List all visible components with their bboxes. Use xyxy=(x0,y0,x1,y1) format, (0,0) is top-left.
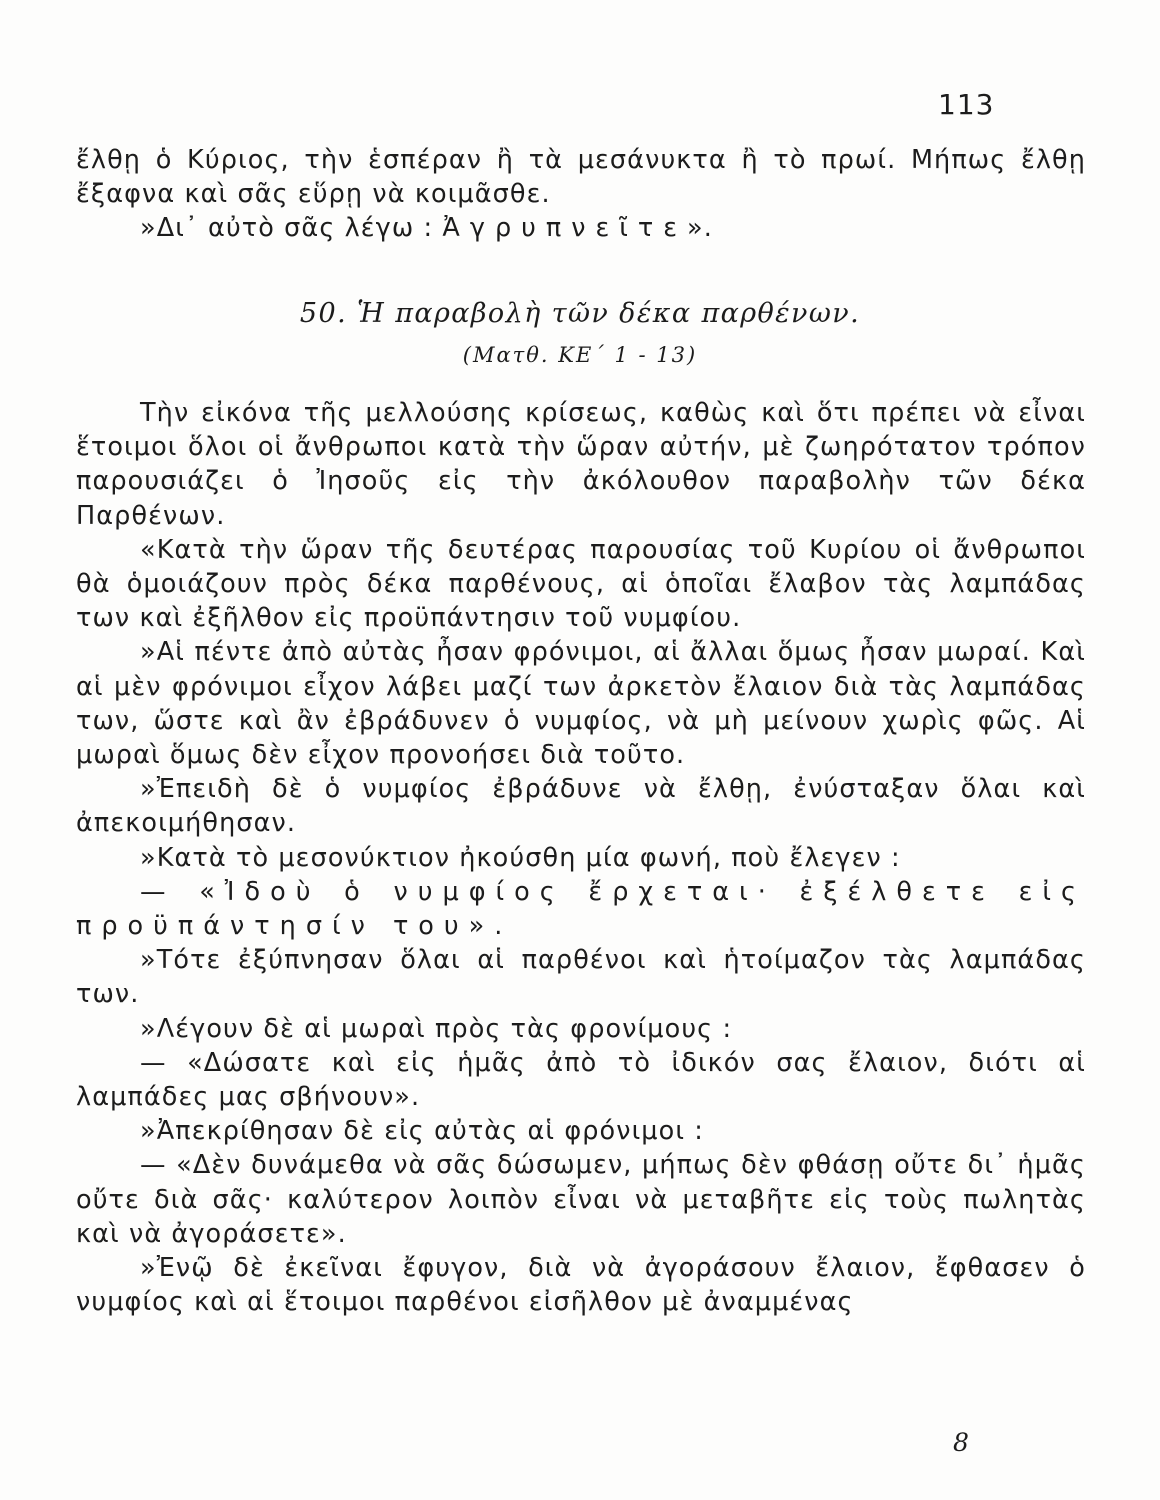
paragraph: »Λέγουν δὲ αἱ μωραὶ πρὸς τὰς φρονίμους : xyxy=(140,1013,733,1044)
paragraph: »Ἀπεκρίθησαν δὲ εἰς αὐτὰς αἱ φρόνιμοι : xyxy=(140,1116,704,1147)
paragraph: »Ἐπειδὴ δὲ ὁ νυμφίος ἐβράδυνε νὰ ἔλθῃ, ἐνύσταξαν ὅλαι καὶ ἀπεκοιμήθησαν. xyxy=(76,774,1096,839)
intro-paragraph-1: ἔλθῃ ὁ Κύριος, τὴν ἑσπέραν ἢ τὰ μεσάνυκτα ἢ τὸ πρωί. Μήπως ἔλθῃ ἔξαφνα καὶ σᾶς εὕρῃ νὰ κοιμᾶσθε. xyxy=(76,145,1096,210)
paragraph: »Κατὰ τὸ μεσονύκτιον ἠκούσθη μία φωνή, ποὺ ἔλεγεν : xyxy=(140,842,901,873)
signature-mark: 8 xyxy=(953,1428,969,1457)
paragraph: »Αἱ πέντε ἀπὸ αὐτὰς ἦσαν φρόνιμοι, αἱ ἄλλαι ὅμως ἦσαν μωραί. Καὶ αἱ μὲν φρόνιμοι εἶχον λάβει μαζί των ἀρκετὸν ἔλαιον διὰ τὰς λαμπάδας των, ὥστε καὶ ἂν ἐβράδυνεν ὁ νυμφίος, νὰ μὴ μείνουν χωρὶς φῶς. Αἱ μωραὶ ὅμως δὲν εἶχον προνοήσει διὰ τοῦτο. xyxy=(76,637,1096,771)
section-title: 50. Ἡ παραβολὴ τῶν δέκα παρθένων. xyxy=(299,298,861,329)
section-reference: (Ματθ. ΚΕ΄ 1 - 13) xyxy=(462,343,698,367)
intro-spaced-word: Ἀγρυπνεῖτε xyxy=(442,213,688,244)
paragraph: »Τότε ἐξύπνησαν ὅλαι αἱ παρθένοι καὶ ἡτοίμαζον τὰς λαμπάδας των. xyxy=(76,945,1096,1010)
cry-paragraph: — «Ἰδοὺ ὁ νυμφίος ἔρχεται· ἐξέλθετε εἰς προϋπάντησίν του». xyxy=(76,876,1105,942)
intro-suffix: ». xyxy=(687,213,713,244)
paragraph: Τὴν εἰκόνα τῆς μελλούσης κρίσεως, καθὼς καὶ ὅτι πρέπει νὰ εἶναι ἕτοιμοι ὅλοι οἱ ἄνθρωποι κατὰ τὴν ὥραν αὐτήν, μὲ ζωηρότατον τρόπον παρουσιάζει ὁ Ἰησοῦς εἰς τὴν ἀκόλουθον παραβολὴν τῶν δέκα Παρθένων. xyxy=(76,398,1096,531)
page-number: 113 xyxy=(938,88,995,121)
intro-prefix: »Δι᾿ αὐτὸ σᾶς λέγω : xyxy=(140,213,443,244)
parable-text xyxy=(76,396,1105,1319)
paragraph: «Κατὰ τὴν ὥραν τῆς δευτέρας παρουσίας τοῦ Κυρίου οἱ ἄνθρωποι θὰ ὁμοιάζουν πρὸς δέκα παρθένους, αἱ ὁποῖαι ἔλαβον τὰς λαμπάδας των καὶ ἐξῆλθον εἰς προϋπάντησιν τοῦ νυμφίου. xyxy=(76,534,1096,634)
paragraph: — «Δὲν δυνάμεθα νὰ σᾶς δώσωμεν, μήπως δὲν φθάσῃ οὔτε δι᾿ ἡμᾶς οὔτε διὰ σᾶς· καλύτερον λοιπὸν εἶναι νὰ μεταβῆτε εἰς τοὺς πωλητὰς καὶ νὰ ἀγοράσετε». xyxy=(76,1150,1096,1249)
paragraph: »Ἐνῷ δὲ ἐκεῖναι ἔφυγον, διὰ νὰ ἀγοράσουν ἔλαιον, ἔφθασεν ὁ νυμφίος καὶ αἱ ἕτοιμοι παρθένοι εἰσῆλθον μὲ ἀναμμένας xyxy=(76,1253,1096,1318)
intro-text xyxy=(76,143,1096,246)
intro-paragraph-2 xyxy=(76,211,1086,245)
paragraph: — «Δώσατε καὶ εἰς ἡμᾶς ἀπὸ τὸ ἰδικόν σας ἔλαιον, διότι αἱ λαμπάδες μας σβήνουν». xyxy=(76,1047,1096,1113)
